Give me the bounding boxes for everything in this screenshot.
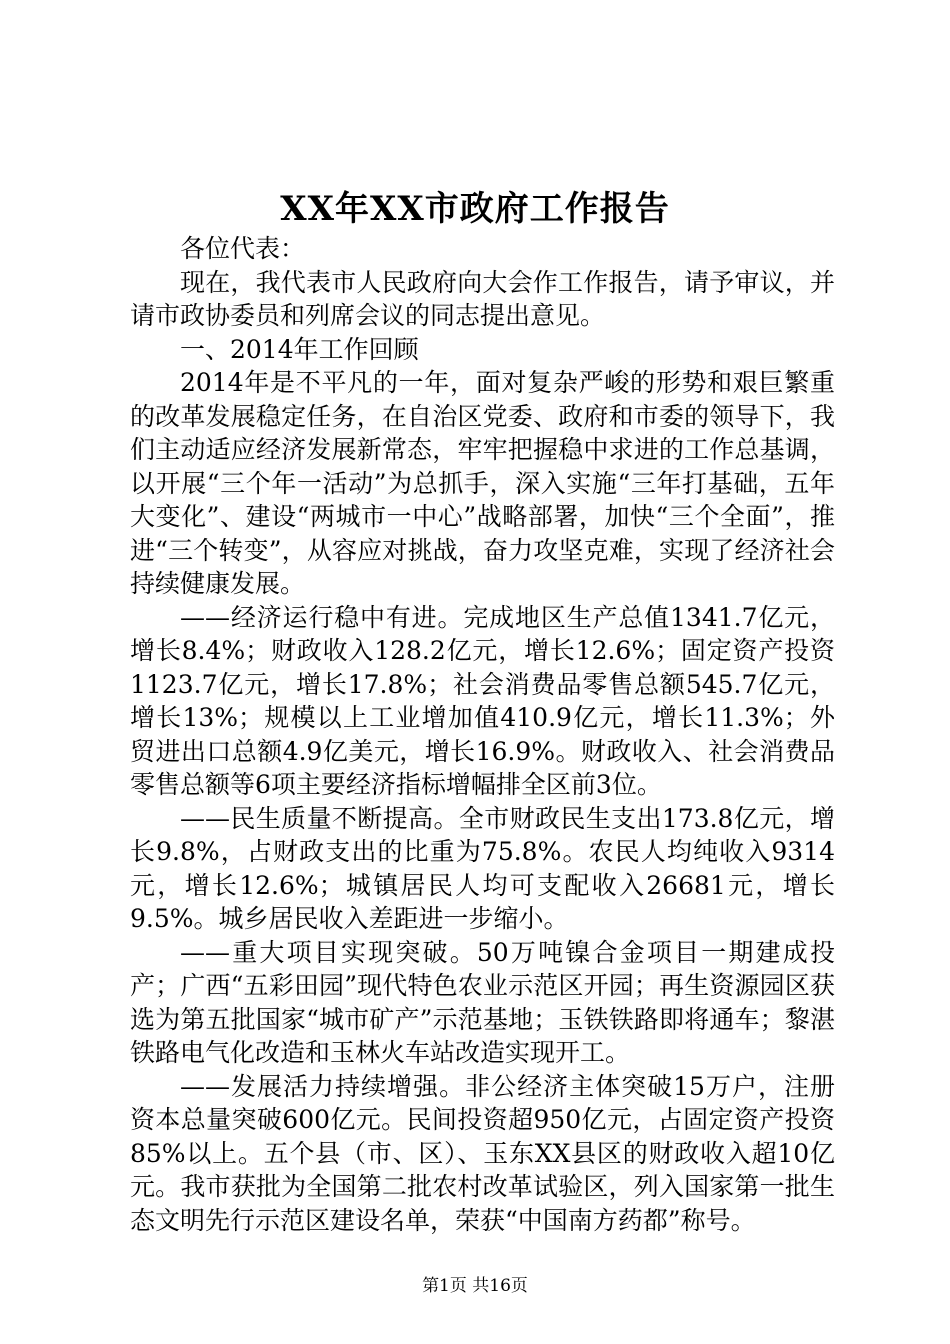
paragraph-intro: 现在，我代表市人民政府向大会作工作报告，请予审议，并请市政协委员和列席会议的同志提出意见。 xyxy=(130,267,835,330)
section-heading: 一、2014年工作回顾 xyxy=(180,334,419,364)
paragraph-projects: ——重大项目实现突破。50万吨镍合金项目一期建成投产；广西“五彩田园”现代特色农业示范区开园；再生资源园区获选为第五批国家“城市矿产”示范基地；玉铁铁路即将通车；黎湛铁路电气化改造和玉林火车站改造实现开工。 xyxy=(130,937,835,1067)
paragraph-overview: 2014年是不平凡的一年，面对复杂严峻的形势和艰巨繁重的改革发展稳定任务，在自治区党委、政府和市委的领导下，我们主动适应经济发展新常态，牢牢把握稳中求进的工作总基调，以开展“三个年一活动”为总抓手，深入实施“三年打基础，五年大变化”、建设“两城市一中心”战略部署，加快“三个全面”，推进“三个转变”，从容应对挑战，奋力攻坚克难，实现了经济社会持续健康发展。 xyxy=(130,368,835,598)
paragraph-salutation: 各位代表： xyxy=(180,234,306,263)
paragraph-economy: ——经济运行稳中有进。完成地区生产总值1341.7亿元，增长8.4%；财政收入128.2亿元，增长12.6%；固定资产投资1123.7亿元，增长17.8%；社会消费品零售总额545.7亿元，增长13%；规模以上工业增加值410.9亿元，增长11.3%；外贸进出口总额4.9亿美元，增长16.9%。财政收入、社会消费品零售总额等6项主要经济指标增幅排全区前3位。 xyxy=(130,602,835,799)
paragraph-livelihood: ——民生质量不断提高。全市财政民生支出173.8亿元，增长9.8%，占财政支出的比重为75.8%。农民人均纯收入9314元，增长12.6%；城镇居民人均可支配收入26681元，增长9.5%。城乡居民收入差距进一步缩小。 xyxy=(130,803,835,933)
document-body xyxy=(130,232,835,1237)
paragraph-vitality: ——发展活力持续增强。非公经济主体突破15万户，注册资本总量突破600亿元。民间投资超950亿元，占固定资产投资85%以上。五个县（市、区）、玉东XX县区的财政收入超10亿元。我市获批为全国第二批农村改革试验区，列入国家第一批生态文明先行示范区建设名单，荣获“中国南方药都”称号。 xyxy=(130,1071,835,1235)
document-title: XX年XX市政府工作报告 xyxy=(280,189,670,229)
page-number: 第1页 共16页 xyxy=(422,1276,528,1296)
